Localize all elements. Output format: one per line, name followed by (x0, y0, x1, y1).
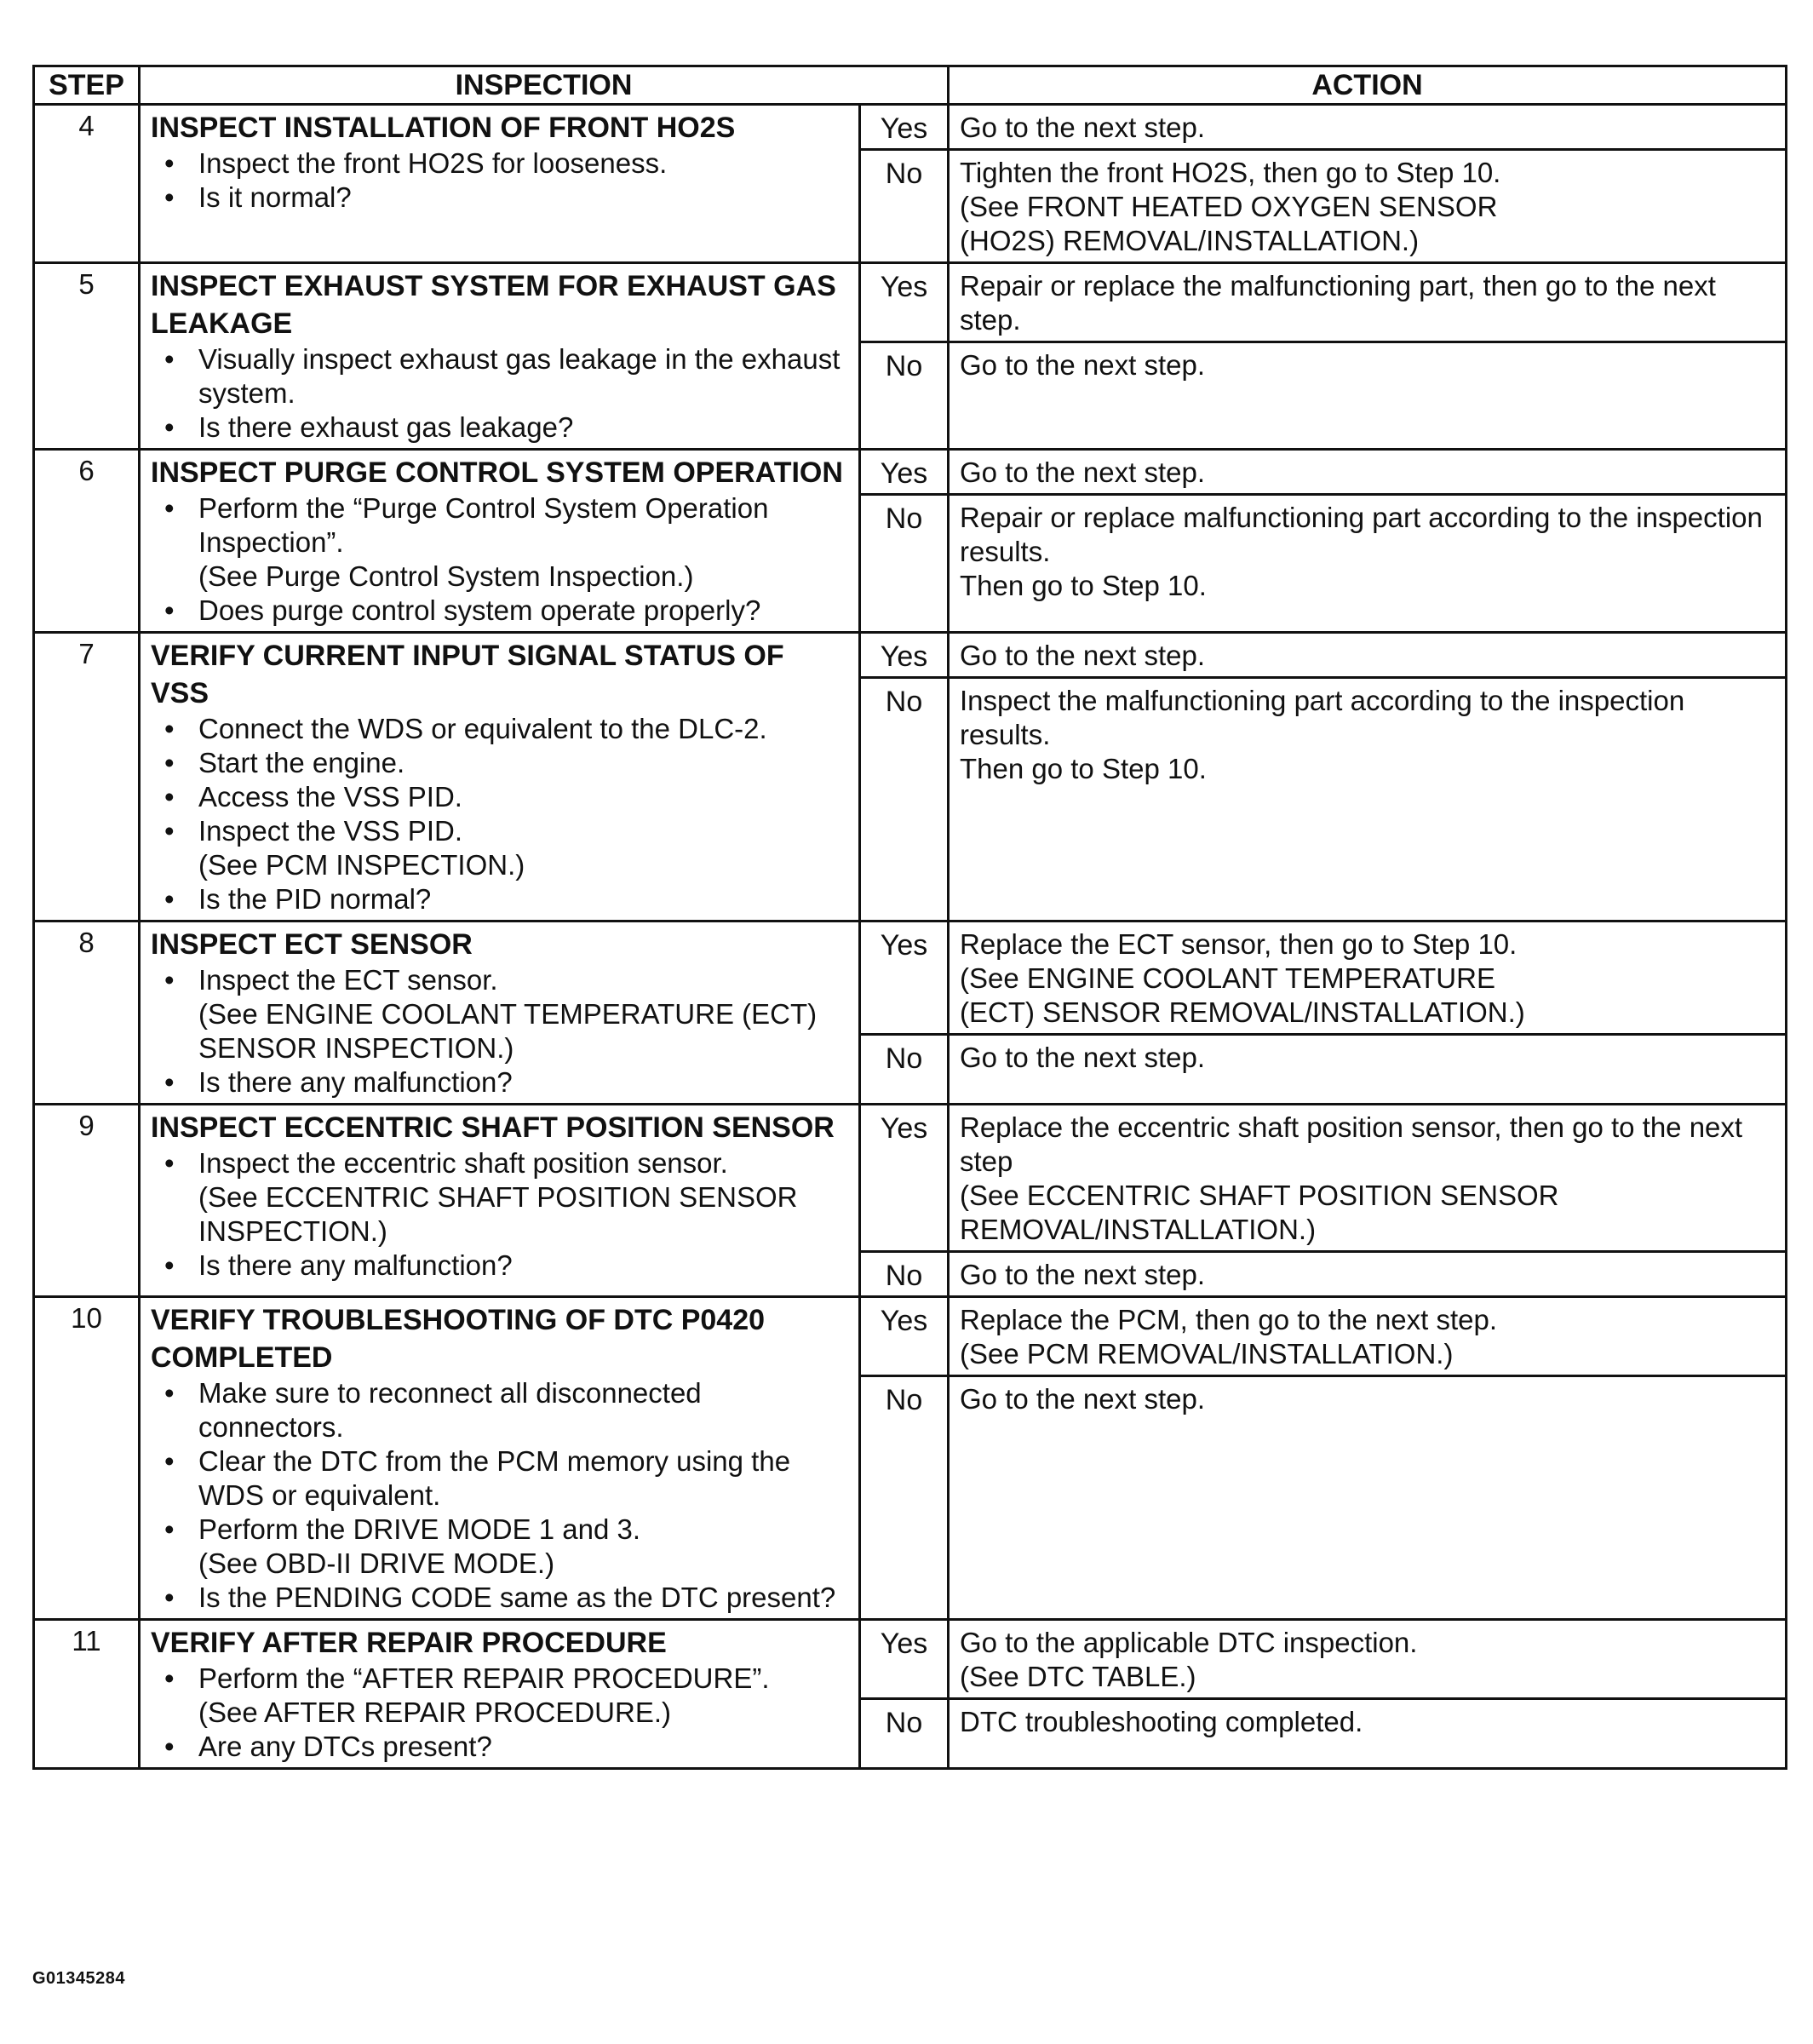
yes-label: Yes (860, 1620, 949, 1699)
inspection-bullet (151, 814, 850, 882)
no-label: No (860, 150, 949, 263)
step-number: 11 (34, 1620, 140, 1769)
action-line: Go to the applicable DTC inspection. (960, 1627, 1418, 1658)
yes-label: Yes (860, 450, 949, 495)
no-label: No (860, 1699, 949, 1769)
bullet-dot-icon: • (164, 594, 175, 626)
bullet-reference: (See OBD-II DRIVE MODE.) (198, 1547, 555, 1579)
inspection-cell (140, 1620, 860, 1769)
table-row-yes (34, 263, 1787, 342)
step-number: 7 (34, 633, 140, 922)
action-line: Tighten the front HO2S, then go to Step 10. (960, 157, 1501, 188)
yes-label: Yes (860, 633, 949, 678)
bullet-text: Connect the WDS or equivalent to the DLC-2. (198, 713, 767, 744)
inspection-bullet (151, 491, 850, 594)
bullet-text: Inspect the front HO2S for looseness. (198, 147, 668, 179)
inspection-bullet (151, 1581, 850, 1615)
bullet-text: Does purge control system operate properly? (198, 594, 761, 626)
action-line: Go to the next step. (960, 640, 1206, 671)
bullet-reference: (See PCM INSPECTION.) (198, 849, 525, 881)
table-body (34, 105, 1787, 1769)
action-line: (See ECCENTRIC SHAFT POSITION SENSOR (960, 1180, 1559, 1211)
bullet-dot-icon: • (164, 492, 175, 524)
inspection-bullet (151, 1662, 850, 1730)
bullet-dot-icon: • (164, 343, 175, 375)
inspection-title: INSPECT ECT SENSOR (151, 928, 473, 961)
inspection-bullet (151, 1249, 850, 1283)
yes-label: Yes (860, 263, 949, 342)
step-number: 6 (34, 450, 140, 633)
inspection-bullet (151, 882, 850, 916)
action-line: Replace the PCM, then go to the next step. (960, 1304, 1498, 1335)
bullet-text: Inspect the ECT sensor. (198, 964, 498, 996)
inspection-title: VERIFY TROUBLESHOOTING OF DTC P0420 COMPLETED (151, 1304, 766, 1374)
no-action (949, 1699, 1787, 1769)
action-line: DTC troubleshooting completed. (960, 1706, 1363, 1737)
header-inspection: INSPECTION (140, 66, 949, 105)
inspection-title: INSPECT ECCENTRIC SHAFT POSITION SENSOR (151, 1111, 835, 1144)
action-line: Then go to Step 10. (960, 570, 1207, 601)
no-action (949, 495, 1787, 633)
action-line: Go to the next step. (960, 1383, 1206, 1415)
no-action (949, 1376, 1787, 1620)
inspection-bullet (151, 780, 850, 814)
action-line: (ECT) SENSOR REMOVAL/INSTALLATION.) (960, 996, 1525, 1028)
bullet-text: Is it normal? (198, 181, 352, 213)
action-line: Repair or replace the malfunctioning part, then go to the next step. (960, 270, 1716, 336)
inspection-bullet (151, 181, 850, 215)
bullet-dot-icon: • (164, 1377, 175, 1409)
inspection-cell (140, 263, 860, 450)
table-row-yes (34, 922, 1787, 1035)
inspection-bullets (151, 1662, 850, 1764)
action-line: Repair or replace malfunctioning part according to the inspection results. (960, 502, 1763, 567)
yes-action (949, 633, 1787, 678)
bullet-text: Is there any malfunction? (198, 1066, 513, 1098)
inspection-bullets (151, 1146, 850, 1283)
action-line: Go to the next step. (960, 112, 1206, 143)
table-row-yes (34, 1297, 1787, 1376)
bullet-dot-icon: • (164, 1662, 175, 1694)
inspection-title: VERIFY CURRENT INPUT SIGNAL STATUS OF VSS (151, 640, 784, 709)
inspection-cell (140, 1105, 860, 1297)
no-label: No (860, 1376, 949, 1620)
table-row-yes (34, 633, 1787, 678)
step-number: 10 (34, 1297, 140, 1620)
no-label: No (860, 678, 949, 922)
no-label: No (860, 1035, 949, 1105)
table-row-yes (34, 450, 1787, 495)
bullet-text: Make sure to reconnect all disconnected connectors. (198, 1377, 702, 1443)
bullet-reference: (See ECCENTRIC SHAFT POSITION SENSOR INSPECTION.) (198, 1181, 798, 1247)
yes-label: Yes (860, 105, 949, 150)
bullet-dot-icon: • (164, 1249, 175, 1281)
bullet-dot-icon: • (164, 883, 175, 915)
inspection-bullet (151, 746, 850, 780)
inspection-bullet (151, 1065, 850, 1100)
inspection-bullet (151, 342, 850, 411)
bullet-text: Perform the “Purge Control System Operation Inspection”. (198, 492, 769, 558)
action-line: Replace the ECT sensor, then go to Step 10. (960, 928, 1518, 960)
bullet-dot-icon: • (164, 781, 175, 812)
inspection-title: INSPECT EXHAUST SYSTEM FOR EXHAUST GAS LEAKAGE (151, 270, 836, 340)
inspection-cell (140, 450, 860, 633)
bullet-text: Inspect the VSS PID. (198, 815, 462, 847)
inspection-cell (140, 922, 860, 1105)
no-label: No (860, 342, 949, 450)
bullet-text: Access the VSS PID. (198, 781, 462, 812)
bullet-text: Clear the DTC from the PCM memory using the WDS or equivalent. (198, 1445, 791, 1511)
bullet-text: Perform the “AFTER REPAIR PROCEDURE”. (198, 1662, 770, 1694)
inspection-bullets (151, 491, 850, 628)
header-action: ACTION (949, 66, 1787, 105)
bullet-dot-icon: • (164, 713, 175, 744)
action-line: Then go to Step 10. (960, 753, 1207, 784)
no-action (949, 342, 1787, 450)
inspection-bullet (151, 1444, 850, 1513)
inspection-title: VERIFY AFTER REPAIR PROCEDURE (151, 1627, 667, 1659)
inspection-bullet (151, 594, 850, 628)
no-action (949, 678, 1787, 922)
yes-action (949, 450, 1787, 495)
action-line: Go to the next step. (960, 1259, 1206, 1290)
bullet-reference: (See Purge Control System Inspection.) (198, 560, 694, 592)
action-line: REMOVAL/INSTALLATION.) (960, 1214, 1317, 1245)
bullet-text: Inspect the eccentric shaft position sensor. (198, 1147, 728, 1179)
step-number: 8 (34, 922, 140, 1105)
yes-action (949, 263, 1787, 342)
action-line: Go to the next step. (960, 456, 1206, 488)
action-line: Replace the eccentric shaft position sensor, then go to the next step (960, 1111, 1743, 1177)
action-line: Go to the next step. (960, 1042, 1206, 1073)
bullet-text: Visually inspect exhaust gas leakage in the exhaust system. (198, 343, 841, 409)
bullet-dot-icon: • (164, 964, 175, 996)
yes-action (949, 105, 1787, 150)
no-action (949, 1035, 1787, 1105)
inspection-bullet (151, 963, 850, 1065)
bullet-dot-icon: • (164, 1147, 175, 1179)
inspection-bullets (151, 963, 850, 1100)
action-line: (HO2S) REMOVAL/INSTALLATION.) (960, 225, 1420, 256)
table-row-yes (34, 1105, 1787, 1252)
inspection-title: INSPECT PURGE CONTROL SYSTEM OPERATION (151, 456, 843, 489)
action-line: (See DTC TABLE.) (960, 1661, 1196, 1692)
diagnostic-table (32, 65, 1787, 1770)
bullet-text: Start the engine. (198, 747, 405, 778)
bullet-text: Is the PID normal? (198, 883, 432, 915)
action-line: (See PCM REMOVAL/INSTALLATION.) (960, 1338, 1454, 1369)
table-header-row (34, 66, 1787, 105)
action-line: Inspect the malfunctioning part according to the inspection results. (960, 685, 1685, 750)
inspection-cell (140, 1297, 860, 1620)
bullet-dot-icon: • (164, 181, 175, 213)
bullet-text: Is there exhaust gas leakage? (198, 411, 574, 443)
table-row-yes (34, 1620, 1787, 1699)
table-row-yes (34, 105, 1787, 150)
no-action (949, 150, 1787, 263)
yes-action (949, 1620, 1787, 1699)
bullet-dot-icon: • (164, 1582, 175, 1613)
inspection-bullet (151, 1376, 850, 1444)
inspection-bullet (151, 146, 850, 181)
inspection-bullet (151, 1513, 850, 1581)
diagnostic-procedure-document (32, 65, 1785, 1770)
step-number: 5 (34, 263, 140, 450)
step-number: 9 (34, 1105, 140, 1297)
no-label: No (860, 495, 949, 633)
inspection-bullets (151, 712, 850, 916)
inspection-bullets (151, 146, 850, 215)
yes-action (949, 922, 1787, 1035)
bullet-dot-icon: • (164, 1445, 175, 1477)
inspection-cell (140, 633, 860, 922)
inspection-bullet (151, 1730, 850, 1764)
bullet-reference: (See AFTER REPAIR PROCEDURE.) (198, 1697, 671, 1728)
no-label: No (860, 1252, 949, 1297)
inspection-cell (140, 105, 860, 263)
bullet-text: Perform the DRIVE MODE 1 and 3. (198, 1513, 641, 1545)
inspection-bullets (151, 1376, 850, 1615)
bullet-dot-icon: • (164, 1731, 175, 1762)
inspection-bullet (151, 712, 850, 746)
step-number: 4 (34, 105, 140, 263)
bullet-dot-icon: • (164, 747, 175, 778)
yes-label: Yes (860, 1297, 949, 1376)
action-line: Go to the next step. (960, 349, 1206, 381)
yes-action (949, 1105, 1787, 1252)
bullet-text: Are any DTCs present? (198, 1731, 492, 1762)
bullet-reference: (See ENGINE COOLANT TEMPERATURE (ECT) SENSOR INSPECTION.) (198, 998, 818, 1064)
bullet-dot-icon: • (164, 815, 175, 847)
action-line: (See ENGINE COOLANT TEMPERATURE (960, 962, 1495, 994)
bullet-dot-icon: • (164, 1513, 175, 1545)
yes-label: Yes (860, 922, 949, 1035)
bullet-dot-icon: • (164, 411, 175, 443)
yes-label: Yes (860, 1105, 949, 1252)
header-step: STEP (34, 66, 140, 105)
figure-code: G01345284 (32, 1969, 126, 1988)
inspection-bullet (151, 411, 850, 445)
no-action (949, 1252, 1787, 1297)
yes-action (949, 1297, 1787, 1376)
bullet-dot-icon: • (164, 147, 175, 179)
inspection-bullet (151, 1146, 850, 1249)
bullet-text: Is there any malfunction? (198, 1249, 513, 1281)
inspection-title: INSPECT INSTALLATION OF FRONT HO2S (151, 112, 736, 144)
action-line: (See FRONT HEATED OXYGEN SENSOR (960, 191, 1498, 222)
inspection-bullets (151, 342, 850, 445)
bullet-text: Is the PENDING CODE same as the DTC present? (198, 1582, 836, 1613)
bullet-dot-icon: • (164, 1066, 175, 1098)
